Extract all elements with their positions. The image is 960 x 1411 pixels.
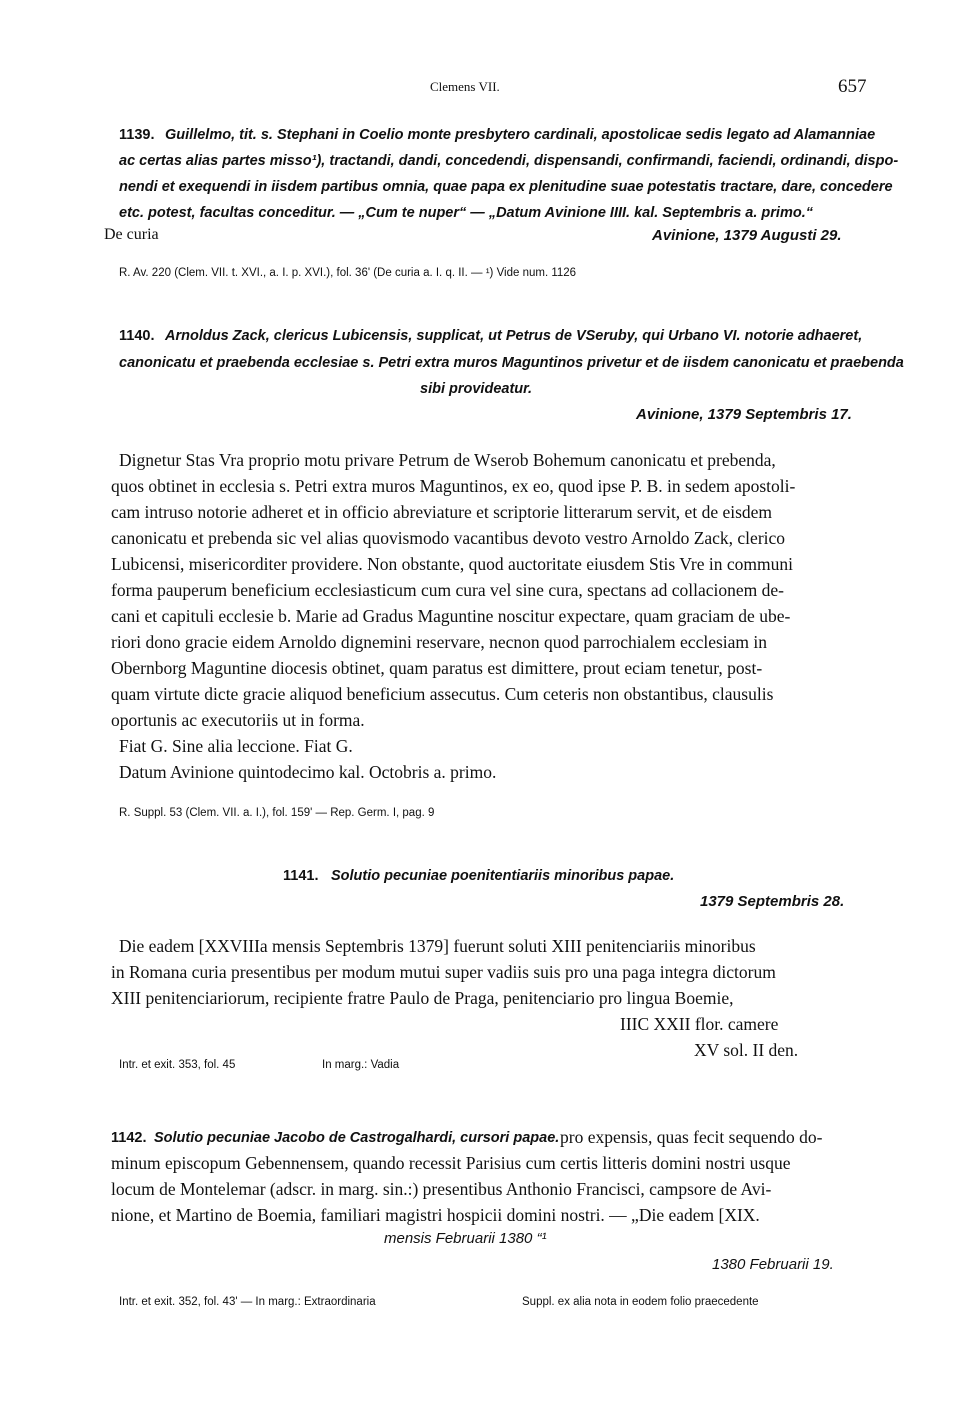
entry-1140-text-line: Fiat G. Sine alia leccione. Fiat G.	[119, 736, 353, 756]
entry-1142-text-line: nione, et Martino de Boemia, familiari magistri hospicii domini nostri. — „Die eadem [XIX.	[111, 1205, 760, 1225]
entry-1140-text-line: quam virtute dicte gracie aliquod beneficium assecutus. Cum ceteris non obstantibus, clausulis	[111, 684, 774, 704]
entry-1139-regest-line: nendi et exequendi in iisdem partibus omnia, quae papa ex plenitudine suae potestatis tractare, dare, concedere	[119, 179, 893, 195]
entry-1139-source: R. Av. 220 (Clem. VII. t. XVI., a. I. p. XVI.), fol. 36' (De curia a. I. q. II. — ¹) Vide num. 1126	[119, 267, 577, 279]
entry-1142-text-line: minum episcopum Gebennensem, quando recessit Parisius cum certis litteris domini nostri usque	[111, 1153, 791, 1173]
entry-1140-number: 1140.	[119, 328, 155, 344]
entry-1140-source: R. Suppl. 53 (Clem. VII. a. I.), fol. 159' — Rep. Germ. I, pag. 9	[119, 807, 435, 819]
entry-1140-date: Avinione, 1379 Septembris 17.	[636, 406, 852, 423]
entry-1140-text-line: forma pauperum beneficium ecclesiasticum cum cura vel sine cura, spectans ad collacionem de-	[111, 580, 784, 600]
entry-1140-text-line: Lubicensi, misericorditer providere. Non obstante, quod auctoritate eiusdem Stis Vre in communi	[111, 554, 793, 574]
entry-1140-text-line: canonicatu et prebenda sic vel alias quovismodo vacantibus devoto vestro Arnoldo Zack, clerico	[111, 528, 786, 548]
entry-1140-text-line: Datum Avinione quintodecimo kal. Octobris a. primo.	[119, 762, 497, 782]
entry-1139-date: Avinione, 1379 Augusti 29.	[652, 227, 842, 244]
entry-1139-regest-line: Guillelmo, tit. s. Stephani in Coelio monte presbytero cardinali, apostolicae sedis legato ad Alamanniae	[165, 127, 876, 143]
entry-1141-date: 1379 Septembris 28.	[700, 893, 845, 910]
entry-1141-text-line: XIII penitenciariorum, recipiente fratre Paulo de Praga, penitenciario pro lingua Boemie,	[111, 988, 734, 1008]
entry-1141-source: Intr. et exit. 353, fol. 45	[119, 1059, 236, 1071]
entry-1142-text-line: pro expensis, quas fecit sequendo do-	[560, 1127, 823, 1147]
running-title: Clemens VII.	[430, 79, 500, 94]
entry-1139-regest-line: etc. potest, facultas conceditur. — „Cum te nuper“ — „Datum Avinione IIII. kal. Septembris a. primo.“	[119, 205, 813, 221]
entry-1139-number: 1139.	[119, 127, 155, 143]
entry-1142-title: Solutio pecuniae Jacobo de Castrogalhardi, cursori papae.	[154, 1130, 560, 1146]
entry-1139-place: De curia	[104, 226, 159, 243]
entry-1140-regest-line: canonicatu et praebenda ecclesiae s. Petri extra muros Maguntinos privetur et de iisdem canonicatu et praebenda	[119, 355, 904, 371]
entry-1140-text-line: cam intruso notorie adheret et in officio abreviature et scriptorie litterarum servit, et de eisdem	[111, 502, 773, 522]
entry-1140-text-line: Dignetur Stas Vra proprio motu privare Petrum de Wserob Bohemum canonicatu et prebenda,	[119, 450, 776, 470]
entry-1141-title: Solutio pecuniae poenitentiariis minoribus papae.	[331, 868, 675, 884]
entry-1140-regest-line: sibi provideatur.	[420, 381, 532, 397]
entry-1142-source: Intr. et exit. 352, fol. 43' — In marg.: Extraordinaria	[119, 1296, 376, 1308]
entry-1141-text-line: in Romana curia presentibus per modum mutui super vadiis suis pro una paga integra dictorum	[111, 962, 776, 982]
entry-1142-text-line: locum de Montelemar (adscr. in marg. sin.:) presentibus Anthonio Francisci, campsore de Avi-	[111, 1179, 772, 1199]
page-number: 657	[838, 76, 867, 97]
entry-1140-text-line: cani et capituli ecclesie b. Marie ad Gradus Maguntine noscitur expectare, quam graciam de ube-	[111, 606, 791, 626]
entry-1140-text-line: quos obtinet in ecclesia s. Petri extra muros Maguntinos, ex eo, quod ipse P. B. in sedem apostoli-	[111, 476, 796, 496]
entry-1142-text-line: mensis Februarii 1380 “¹	[384, 1230, 547, 1247]
entry-1141-amount: XV sol. II den.	[694, 1040, 799, 1060]
entry-1139-regest-line: ac certas alias partes misso¹), tractandi, dandi, concedendi, dispensandi, confirmandi, faciendi, ordinandi, dispo-	[119, 153, 899, 169]
entry-1142-note: Suppl. ex alia nota in eodem folio praecedente	[522, 1296, 759, 1308]
entry-1141-amount: IIIC XXII flor. camere	[620, 1014, 779, 1034]
entry-1140-text-line: oportunis ac executoriis ut in forma.	[111, 710, 365, 730]
entry-1141-margin-note: In marg.: Vadia	[322, 1059, 400, 1071]
entry-1140-text-line: Obernborg Maguntine diocesis obtinet, quam paratus est dimittere, prout eciam tenetur, post-	[111, 658, 763, 678]
entry-1142-date: 1380 Februarii 19.	[712, 1256, 834, 1273]
entry-1142-number: 1142.	[111, 1130, 147, 1146]
entry-1140-text-line: riori dono gracie eidem Arnoldo dignemini reservare, necnon quod parrochialem ecclesiam in	[111, 632, 768, 652]
entry-1141-number: 1141.	[283, 868, 319, 884]
entry-1140-regest-line: Arnoldus Zack, clericus Lubicensis, supplicat, ut Petrus de VSeruby, qui Urbano VI. notorie adhaeret,	[165, 328, 863, 344]
entry-1141-text-line: Die eadem [XXVIIIa mensis Septembris 1379] fuerunt soluti XIII penitenciariis minoribus	[119, 936, 756, 956]
